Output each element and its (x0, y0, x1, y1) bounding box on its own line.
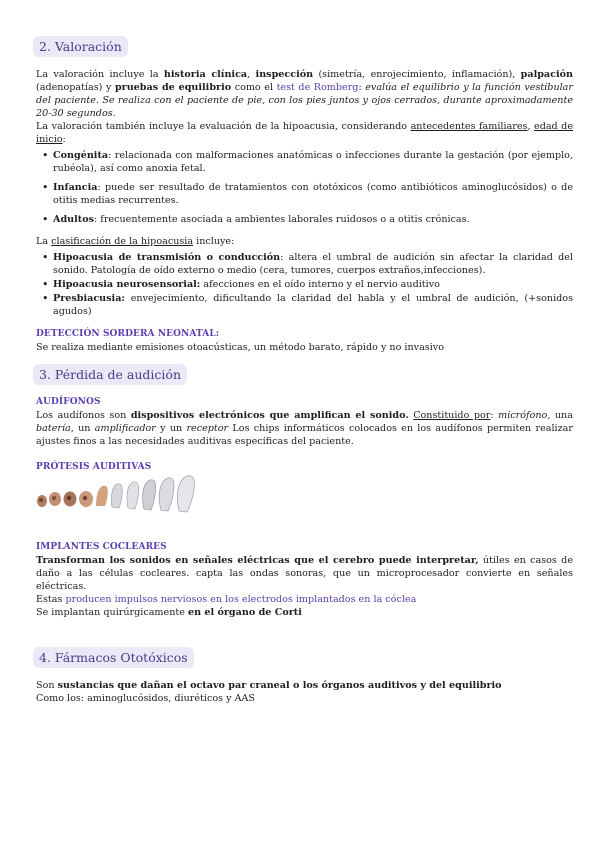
list-item-term: Presbiacusia: (53, 293, 125, 304)
term-bateria: batería (36, 423, 71, 434)
behind-ear-aid-icon (177, 476, 194, 512)
list-item-text: afecciones en el oído interno y el nervio auditivo (200, 279, 440, 290)
farmacos-term: sustancias que dañan el octavo par craneal o los órganos auditivos y del equilibrio (57, 680, 502, 691)
audifonos-subheading: AUDÍFONOS (36, 397, 101, 407)
implantes-line (36, 606, 573, 619)
term-pruebas-equilibrio: pruebas de equilibrio (114, 82, 232, 93)
classification-list (36, 251, 573, 318)
neonatal-subheading: DETECCIÓN SORDERA NEONATAL: (36, 329, 220, 339)
clasificacion-intro (36, 235, 573, 248)
term-edad-inicio: edad de inicio (36, 121, 573, 145)
audifonos-definition: dispositivos electrónicos que amplifican el sonido. (130, 410, 409, 421)
list-item-term: Congénita (53, 150, 109, 161)
list-item (53, 251, 573, 277)
text-run: y un (155, 423, 187, 434)
audifonos-text (36, 409, 573, 448)
in-ear-aid-icon (49, 492, 61, 506)
term-clasificacion: clasificación de la hipoacusia (51, 236, 194, 247)
term-constituido: Constituido por (413, 410, 491, 421)
list-item-term: Hipoacusia de transmisión o conducción (53, 252, 281, 263)
implantes-definition: Transforman los sonidos en señales eléctricas que el cerebro puede interpretar, (36, 555, 479, 566)
text-run: , (247, 69, 256, 80)
text-run: Los chips informáticos colocados en los audífonos permiten realizar ajustes finos a las necesidades auditivas específicas del paciente. (36, 423, 573, 447)
list-item-term: Infancia (53, 182, 98, 193)
behind-ear-aid-icon (159, 478, 174, 511)
term-palpacion: palpación (520, 69, 574, 80)
section-heading-perdida: 3. Pérdida de audición (33, 364, 187, 385)
list-item (53, 149, 573, 175)
implantes-body (36, 541, 573, 619)
list-item (53, 213, 573, 226)
behind-ear-aid-icon (127, 482, 139, 509)
text-run: (adenopatías) y (36, 82, 115, 93)
farmacos-definition (36, 679, 573, 692)
list-item-text: : altera el umbral de audición sin afectar la claridad del sonido. Patología de oído externo o medio (cera, tumores, cuerpos extraños,infecciones). (53, 252, 573, 276)
list-item-text: envejecimiento, dificultando la claridad del habla y el umbral de audición, (+sonidos agudos) (53, 293, 573, 317)
text-run: , una (547, 410, 573, 421)
text-run: útiles en casos de daño a las células cocleares. capta las ondas sonoras, que un microprocesador convierte en señales eléctricas. (36, 555, 573, 592)
text-run: Son (36, 680, 58, 691)
text-run: : (490, 410, 499, 421)
text-run: Los audífonos son (36, 410, 131, 421)
text-run: : (62, 134, 66, 145)
section-heading-valoracion: 2. Valoración (33, 36, 128, 57)
term-receptor: receptor (186, 423, 229, 434)
list-item-text: : frecuentemente asociada a ambientes laborales ruidosos o a otitis crónicas. (94, 214, 470, 225)
term-historia-clinica: historia clínica (163, 69, 248, 80)
text-run: como el (231, 82, 277, 93)
list-item (53, 292, 573, 318)
list-item (53, 278, 573, 291)
in-ear-aid-icon (64, 492, 77, 507)
in-ear-aid-icon (79, 491, 93, 507)
text-run: , un (70, 423, 95, 434)
list-item-text: : puede ser resultado de tratamientos con ototóxicos (como antibióticos aminoglucósidos) o de otitis medias recurrentes. (53, 182, 573, 206)
text-run: Se implantan quirúrgicamente (36, 607, 188, 618)
hipoacusia-intro (36, 120, 573, 146)
term-antecedentes: antecedentes familiares (410, 121, 528, 132)
farmacos-body (36, 679, 573, 705)
hearing-aids-image (36, 472, 198, 514)
list-item (53, 181, 573, 207)
list-item-term: Adultos (53, 214, 95, 225)
behind-ear-aid-icon (96, 486, 108, 506)
term-test-romberg: test de Romberg (276, 82, 359, 93)
list-item-term: Hipoacusia neurosensorial: (53, 279, 201, 290)
text-run: , (527, 121, 535, 132)
valoracion-body (36, 68, 573, 354)
impulsos-text: producen impulsos nerviosos en los electrodos implantados en la cóclea (65, 594, 417, 605)
term-inspeccion: inspección (255, 69, 314, 80)
text-run: Estas (36, 594, 66, 605)
text-run: : (358, 82, 366, 93)
implantes-line (36, 593, 573, 606)
term-microfono: micrófono (498, 410, 548, 421)
text-run: incluye: (193, 236, 235, 247)
romberg-description: evalúa el equilibrio y la función vestibular del paciente. Se realiza con el paciente de pie, con los pies juntos y ojos cerrados, durante aproximadamente 20-30 segundos. (36, 82, 573, 119)
implantes-subheading: IMPLANTES COCLEARES (36, 542, 167, 552)
protesis-subheading: PRÓTESIS AUDITIVAS (36, 462, 152, 472)
age-list (36, 149, 573, 226)
perdida-body (36, 396, 573, 448)
text-run: La (36, 236, 52, 247)
term-organo-corti: en el órgano de Corti (187, 607, 302, 618)
text-run: La valoración también incluye la evaluación de la hipoacusia, considerando (36, 121, 411, 132)
text-run: (simetría, enrojecimiento, inflamación), (313, 69, 521, 80)
behind-ear-aid-icon (111, 484, 122, 508)
farmacos-examples: Como los: aminoglucósidos, diuréticos y AAS (36, 693, 255, 704)
implantes-text (36, 554, 573, 593)
term-amplificador: amplificador (94, 423, 156, 434)
list-item-text: : relacionada con malformaciones anatómicas o infecciones durante la gestación (por ejemplo, rubéola), así como anoxia fetal. (53, 150, 573, 174)
behind-ear-aid-icon (143, 480, 156, 510)
section-heading-farmacos: 4. Fármacos Ototóxicos (33, 647, 194, 668)
valoracion-paragraph (36, 68, 573, 120)
neonatal-text: Se realiza mediante emisiones otoacústicas, un método barato, rápido y no invasivo (36, 342, 444, 353)
in-ear-aid-icon (37, 495, 47, 507)
text-run: La valoración incluye la (36, 69, 164, 80)
